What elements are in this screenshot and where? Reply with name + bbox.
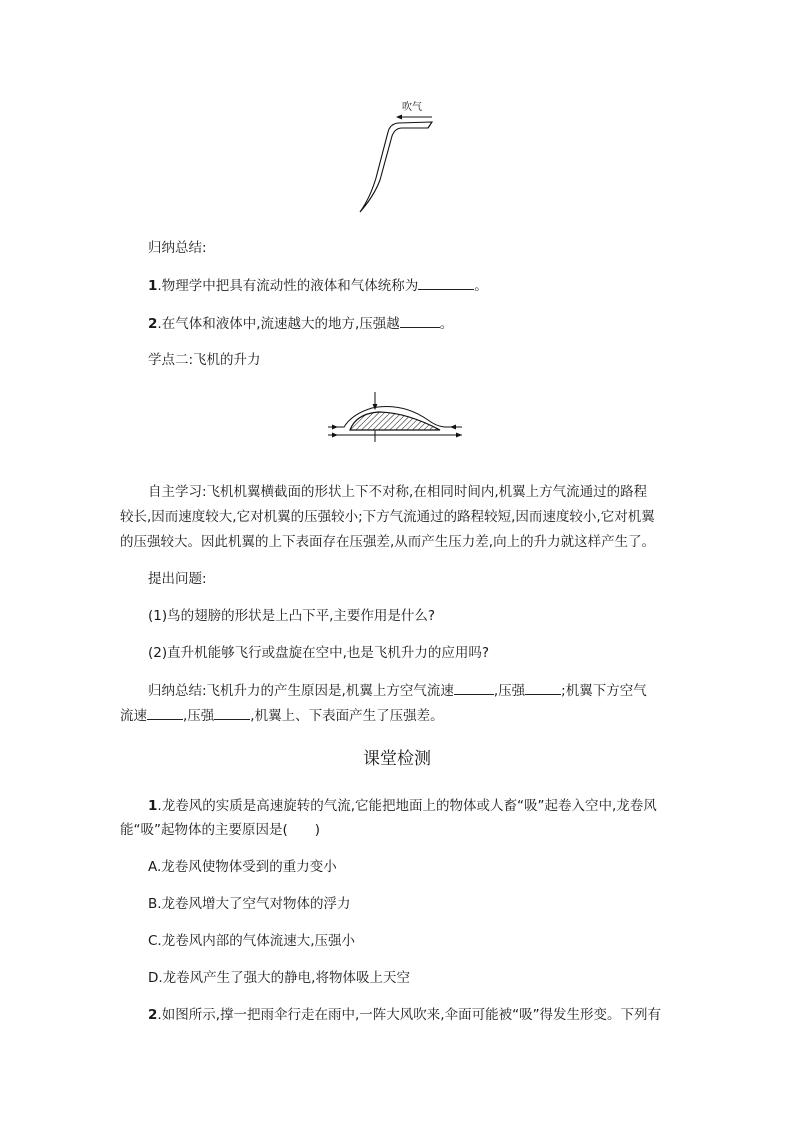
summary2-text: ,压强 [493,683,526,699]
summary2-text: ,机翼上、下表面产生了压强差。 [250,708,444,724]
item-text: .在气体和液体中,流速越大的地方,压强越 [157,316,400,332]
summary2-line1 [148,681,647,700]
summary2-text: ,压强 [183,708,215,724]
question-number: 2 [148,1007,158,1023]
paper-strip-diagram [340,98,450,218]
airfoil-figure [322,390,472,450]
option-a[interactable]: A.龙卷风使物体受到的重力变小 [148,859,337,875]
answer-blank[interactable] [214,706,250,720]
questions-heading: 提出问题: [148,571,207,587]
option-b[interactable]: B.龙卷风增大了空气对物体的浮力 [148,896,351,912]
summary1-item2 [148,314,453,333]
question-text: .龙卷风的实质是高速旋转的气流,它能把地面上的物体或人畜“吸”起卷入空中,龙卷风 [157,798,657,814]
item-end: 。 [439,316,454,332]
point2-heading: 学点二:飞机的升力 [148,352,261,368]
summary1-item1 [148,276,488,295]
classroom-test-title: 课堂检测 [363,749,431,769]
answer-blank[interactable] [454,681,494,695]
question-1-line1 [148,797,657,815]
answer-blank[interactable] [525,681,561,695]
item-number: 1 [148,278,158,294]
answer-blank[interactable] [400,314,440,328]
answer-blank[interactable] [147,706,183,720]
item-end: 。 [474,278,488,294]
blow-label: 吹气 [402,102,422,113]
question-2: (2)直升机能够飞行或盘旋在空中,也是飞机升力的应用吗? [148,645,490,661]
answer-blank[interactable] [418,276,474,290]
question-2-line1 [148,1006,661,1024]
airfoil-diagram [322,390,472,450]
question-1: (1)鸟的翅膀的形状是上凸下平,主要作用是什么? [148,608,436,624]
self-study-line3: 的压强较大。因此机翼的上下表面存在压强差,从而产生压力差,向上的升力就这样产生了。 [120,534,656,550]
self-study-line1: 自主学习:飞机机翼横截面的形状上下不对称,在相同时间内,机翼上方气流通过的路程 [148,484,648,500]
question-number: 1 [148,798,158,814]
summary2-text: 流速 [120,708,147,724]
option-c[interactable]: C.龙卷风内部的气体流速大,压强小 [148,933,356,949]
self-study-line2: 较长,因而速度较大,它对机翼的压强较小;下方气流通过的路程较短,因而速度较小,它对机翼 [120,509,655,525]
option-d[interactable]: D.龙卷风产生了强大的静电,将物体吸上天空 [148,970,410,986]
item-number: 2 [148,316,158,332]
summary1-heading: 归纳总结: [148,240,207,256]
item-text: .物理学中把具有流动性的液体和气体统称为 [157,278,419,294]
paper-strip-figure [340,98,450,218]
question-1-line2: 能“吸”起物体的主要原因是( ) [120,822,321,838]
question-text: .如图所示,撑一把雨伞行走在雨中,一阵大风吹来,伞面可能被“吸”得发生形变。下列有 [157,1007,662,1023]
summary2-text: ;机翼下方空气 [561,683,647,699]
summary2-text: 归纳总结:飞机升力的产生原因是,机翼上方空气流速 [148,683,454,699]
summary2-line2 [120,706,444,725]
